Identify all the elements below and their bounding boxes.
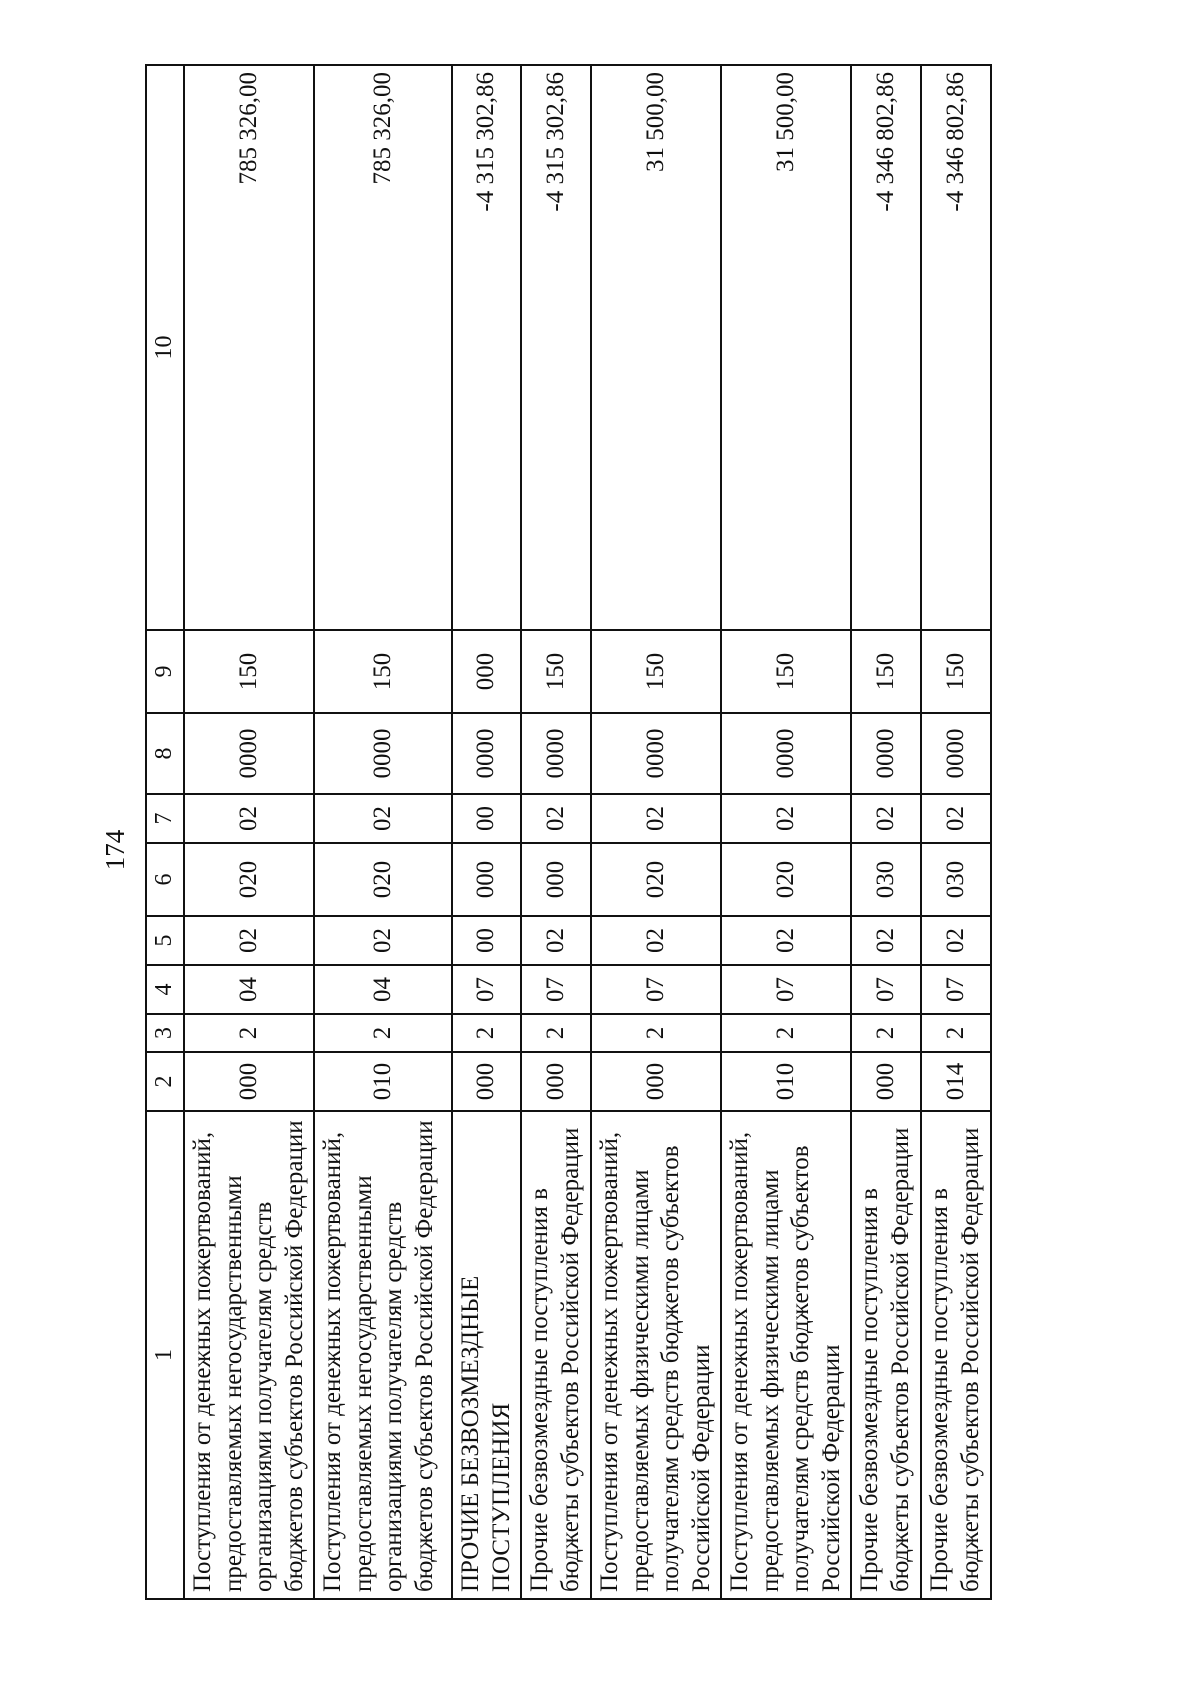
column-header: 5 xyxy=(146,916,184,965)
row-name: Прочие безвозмездные поступления в бюджеты субъектов Российской Федерации xyxy=(851,1111,921,1599)
table-row xyxy=(721,65,851,1599)
amount-cell: -4 346 802,86 xyxy=(851,65,921,630)
column-header: 10 xyxy=(146,65,184,630)
row-name: Поступления от денежных пожертвований, предоставляемых негосударственными организациями получателям средств бюджетов субъектов Российской Федерации xyxy=(314,1111,452,1599)
code-cell: 020 xyxy=(591,843,721,916)
code-cell: 2 xyxy=(521,1014,591,1052)
code-cell: 150 xyxy=(314,630,452,713)
code-cell: 020 xyxy=(721,843,851,916)
code-cell: 150 xyxy=(921,630,991,713)
code-cell: 02 xyxy=(314,916,452,965)
code-cell: 000 xyxy=(591,1052,721,1111)
code-cell: 010 xyxy=(314,1052,452,1111)
code-cell: 02 xyxy=(591,794,721,843)
table-row xyxy=(452,65,521,1599)
code-cell: 04 xyxy=(184,965,314,1014)
budget-table xyxy=(145,64,992,1600)
amount-cell: -4 315 302,86 xyxy=(452,65,521,630)
code-cell: 07 xyxy=(591,965,721,1014)
column-header: 2 xyxy=(146,1052,184,1111)
code-cell: 2 xyxy=(921,1014,991,1052)
code-cell: 2 xyxy=(314,1014,452,1052)
code-cell: 000 xyxy=(521,1052,591,1111)
amount-cell: 31 500,00 xyxy=(721,65,851,630)
code-cell: 0000 xyxy=(591,713,721,794)
code-cell: 000 xyxy=(851,1052,921,1111)
code-cell: 030 xyxy=(851,843,921,916)
code-cell: 02 xyxy=(184,916,314,965)
code-cell: 000 xyxy=(452,630,521,713)
row-name: Поступления от денежных пожертвований, предоставляемых физическими лицами получателям средств бюджетов субъектов Российской Федерации xyxy=(721,1111,851,1599)
page-number: 174 xyxy=(100,829,130,871)
code-cell: 04 xyxy=(314,965,452,1014)
code-cell: 020 xyxy=(184,843,314,916)
code-cell: 07 xyxy=(521,965,591,1014)
column-header: 8 xyxy=(146,713,184,794)
code-cell: 150 xyxy=(721,630,851,713)
code-cell: 014 xyxy=(921,1052,991,1111)
table-row xyxy=(314,65,452,1599)
column-header: 7 xyxy=(146,794,184,843)
code-cell: 0000 xyxy=(452,713,521,794)
code-cell: 00 xyxy=(452,794,521,843)
code-cell: 150 xyxy=(184,630,314,713)
code-cell: 07 xyxy=(721,965,851,1014)
code-cell: 02 xyxy=(184,794,314,843)
column-header: 9 xyxy=(146,630,184,713)
code-cell: 150 xyxy=(851,630,921,713)
table-row xyxy=(591,65,721,1599)
code-cell: 000 xyxy=(184,1052,314,1111)
column-header: 1 xyxy=(146,1111,184,1599)
table-row xyxy=(851,65,921,1599)
row-name: Поступления от денежных пожертвований, предоставляемых негосударственными организациями получателям средств бюджетов субъектов Российской Федерации xyxy=(184,1111,314,1599)
code-cell: 000 xyxy=(452,843,521,916)
code-cell: 0000 xyxy=(921,713,991,794)
amount-cell: 785 326,00 xyxy=(184,65,314,630)
code-cell: 07 xyxy=(851,965,921,1014)
code-cell: 0000 xyxy=(184,713,314,794)
code-cell: 02 xyxy=(721,916,851,965)
amount-cell: 31 500,00 xyxy=(591,65,721,630)
code-cell: 02 xyxy=(521,794,591,843)
table-row xyxy=(184,65,314,1599)
code-cell: 2 xyxy=(721,1014,851,1052)
amount-cell: -4 346 802,86 xyxy=(921,65,991,630)
table-row xyxy=(921,65,991,1599)
code-cell: 0000 xyxy=(314,713,452,794)
amount-cell: -4 315 302,86 xyxy=(521,65,591,630)
rotated-table-container xyxy=(145,66,984,1600)
code-cell: 0000 xyxy=(521,713,591,794)
row-name: ПРОЧИЕ БЕЗВОЗМЕЗДНЫЕ ПОСТУПЛЕНИЯ xyxy=(452,1111,521,1599)
code-cell: 02 xyxy=(851,794,921,843)
code-cell: 00 xyxy=(452,916,521,965)
code-cell: 02 xyxy=(521,916,591,965)
column-header: 6 xyxy=(146,843,184,916)
code-cell: 2 xyxy=(591,1014,721,1052)
code-cell: 000 xyxy=(452,1052,521,1111)
row-name: Прочие безвозмездные поступления в бюджеты субъектов Российской Федерации xyxy=(521,1111,591,1599)
table-row xyxy=(521,65,591,1599)
code-cell: 150 xyxy=(591,630,721,713)
code-cell: 02 xyxy=(921,794,991,843)
code-cell: 0000 xyxy=(721,713,851,794)
code-cell: 020 xyxy=(314,843,452,916)
code-cell: 2 xyxy=(452,1014,521,1052)
code-cell: 02 xyxy=(591,916,721,965)
code-cell: 2 xyxy=(851,1014,921,1052)
code-cell: 000 xyxy=(521,843,591,916)
code-cell: 2 xyxy=(184,1014,314,1052)
code-cell: 02 xyxy=(314,794,452,843)
code-cell: 07 xyxy=(452,965,521,1014)
amount-cell: 785 326,00 xyxy=(314,65,452,630)
code-cell: 010 xyxy=(721,1052,851,1111)
code-cell: 02 xyxy=(721,794,851,843)
code-cell: 02 xyxy=(921,916,991,965)
column-header: 3 xyxy=(146,1014,184,1052)
code-cell: 0000 xyxy=(851,713,921,794)
code-cell: 02 xyxy=(851,916,921,965)
code-cell: 030 xyxy=(921,843,991,916)
column-number-row xyxy=(146,65,184,1599)
code-cell: 150 xyxy=(521,630,591,713)
row-name: Прочие безвозмездные поступления в бюджеты субъектов Российской Федерации xyxy=(921,1111,991,1599)
row-name: Поступления от денежных пожертвований, предоставляемых физическими лицами получателям средств бюджетов субъектов Российской Федерации xyxy=(591,1111,721,1599)
column-header: 4 xyxy=(146,965,184,1014)
code-cell: 07 xyxy=(921,965,991,1014)
